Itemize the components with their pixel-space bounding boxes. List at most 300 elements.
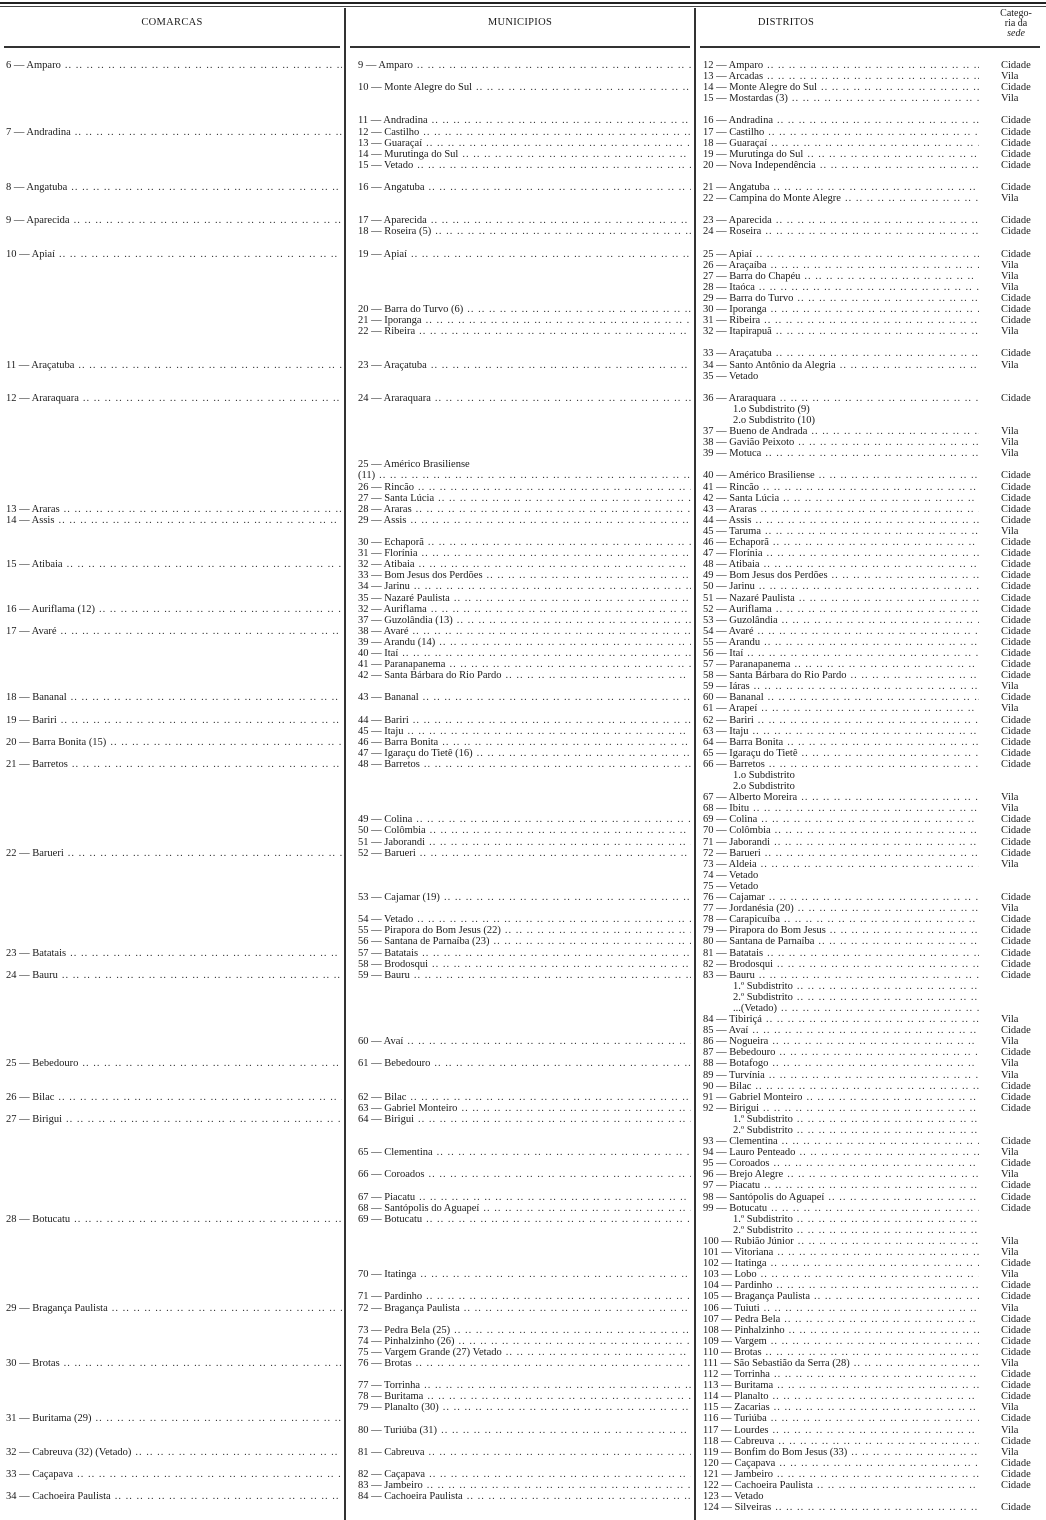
leader-dots <box>776 1280 979 1291</box>
categoria-label: Cidade <box>1001 1369 1031 1381</box>
distrito-cell <box>703 1502 979 1513</box>
table-row <box>0 415 1046 426</box>
leader-dots <box>772 1058 979 1069</box>
distrito-label: 65 — Igaraçu do Tietê <box>703 747 798 759</box>
distrito-cell <box>703 648 979 659</box>
distrito-cell <box>703 803 979 814</box>
distrito-label: 119 — Bonfim do Bom Jesus (33) <box>703 1446 848 1458</box>
distrito-label: 108 — Pinhalzinho <box>703 1324 785 1336</box>
municipio-cell <box>358 1325 691 1336</box>
categoria-label: Vila <box>1001 1058 1019 1070</box>
municipio-cell <box>358 504 691 515</box>
comarca-cell <box>6 715 342 726</box>
categoria-label: Cidade <box>1001 1280 1031 1292</box>
distrito-cell <box>703 1336 979 1347</box>
distrito-cell <box>703 470 979 481</box>
comarca-label: 28 — Botucatu <box>6 1213 71 1225</box>
table-row <box>0 1447 1046 1458</box>
categoria-cell <box>1001 1380 1045 1391</box>
distrito-label: 44 — Assis <box>703 514 752 526</box>
leader-dots <box>435 226 691 237</box>
municipio-label: 34 — Jarinu <box>358 581 410 593</box>
municipio-label: 14 — Murutinga do Sul <box>358 148 459 160</box>
distrito-label: 88 — Botafogo <box>703 1058 769 1070</box>
municipio-cell <box>358 814 691 825</box>
leader-dots <box>427 1480 691 1491</box>
leader-dots <box>417 60 691 71</box>
municipio-label: 43 — Bananal <box>358 692 419 704</box>
categoria-label: Cidade <box>1001 647 1031 659</box>
table-row <box>0 1369 1046 1380</box>
distrito-cell <box>703 1280 979 1291</box>
distrito-label: 24 — Roseira <box>703 226 762 238</box>
distrito-cell <box>703 493 979 504</box>
distrito-cell <box>703 82 979 93</box>
categoria-cell <box>1001 1280 1045 1291</box>
leader-dots <box>64 504 342 515</box>
comarca-label: 8 — Angatuba <box>6 182 68 194</box>
municipio-label: 70 — Itatinga <box>358 1269 417 1281</box>
comarca-cell <box>6 215 342 226</box>
categoria-cell <box>1001 892 1045 903</box>
distrito-cell <box>703 60 979 71</box>
municipio-cell <box>358 615 691 626</box>
leader-dots <box>83 393 342 404</box>
distrito-cell <box>703 593 979 604</box>
distrito-cell <box>703 1358 979 1369</box>
leader-dots <box>763 482 979 493</box>
categoria-cell <box>1001 559 1045 570</box>
leader-dots <box>754 681 979 692</box>
distrito-cell <box>703 914 979 925</box>
categoria-label: Cidade <box>1001 714 1031 726</box>
categoria-cell <box>1001 1203 1045 1214</box>
categoria-cell <box>1001 1047 1045 1058</box>
categoria-cell <box>1001 127 1045 138</box>
municipio-cell <box>358 715 691 726</box>
table-row <box>0 448 1046 459</box>
municipio-cell <box>358 959 691 970</box>
table-row <box>0 581 1046 592</box>
leader-dots <box>755 515 979 526</box>
distrito-cell <box>703 859 979 870</box>
municipio-label: 81 — Cabreuva <box>358 1446 425 1458</box>
municipio-cell <box>358 493 691 504</box>
distrito-label: 60 — Bananal <box>703 692 764 704</box>
categoria-cell <box>1001 82 1045 93</box>
distrito-cell <box>703 360 979 371</box>
distrito-label: 28 — Itaóca <box>703 281 755 293</box>
comarca-label: 16 — Auriflama (12) <box>6 603 95 615</box>
categoria-label: Cidade <box>1001 159 1031 171</box>
distrito-cell <box>703 1070 979 1081</box>
leader-dots <box>765 526 979 537</box>
leader-dots <box>764 559 979 570</box>
table-row <box>0 226 1046 237</box>
categoria-label: Cidade <box>1001 1435 1031 1447</box>
distrito-cell <box>703 925 979 936</box>
distrito-cell <box>703 1125 979 1136</box>
leader-dots <box>778 1436 979 1447</box>
leader-dots <box>58 1092 342 1103</box>
comarca-label: 18 — Bananal <box>6 692 67 704</box>
distrito-label: 67 — Alberto Moreira <box>703 792 798 804</box>
categoria-cell <box>1001 1314 1045 1325</box>
distrito-cell <box>703 1413 979 1424</box>
distrito-label: 1.º Subdistrito <box>733 1213 793 1225</box>
categoria-cell <box>1001 1425 1045 1436</box>
categoria-cell <box>1001 1369 1045 1380</box>
categoria-label: Cidade <box>1001 1346 1031 1358</box>
categoria-cell <box>1001 93 1045 104</box>
table-row <box>0 337 1046 348</box>
distrito-label: 55 — Arandu <box>703 636 761 648</box>
distrito-label: 17 — Castilho <box>703 126 765 138</box>
table-row <box>0 1025 1046 1036</box>
distrito-label: 112 — Torrinha <box>703 1369 770 1381</box>
leader-dots <box>775 1502 979 1513</box>
table-row <box>0 1291 1046 1302</box>
categoria-cell <box>1001 260 1045 271</box>
leader-dots <box>771 304 979 315</box>
municipio-cell <box>358 759 691 770</box>
distrito-label: 63 — Itaju <box>703 725 749 737</box>
categoria-cell <box>1001 692 1045 703</box>
table-row <box>0 93 1046 104</box>
categoria-cell <box>1001 748 1045 759</box>
distrito-label: 61 — Arapeí <box>703 703 758 715</box>
distrito-cell <box>703 748 979 759</box>
leader-dots <box>766 1347 979 1358</box>
municipio-cell <box>358 1192 691 1203</box>
leader-dots <box>71 692 342 703</box>
categoria-label: Cidade <box>1001 925 1031 937</box>
categoria-cell <box>1001 182 1045 193</box>
table-body <box>0 60 1046 1513</box>
distrito-label: 53 — Guzolândia <box>703 614 778 626</box>
distrito-cell <box>703 1347 979 1358</box>
categoria-label: Cidade <box>1001 692 1031 704</box>
comarca-cell <box>6 948 342 959</box>
table-row <box>0 1258 1046 1269</box>
municipio-cell <box>358 837 691 848</box>
table-row <box>0 82 1046 93</box>
leader-dots <box>419 559 691 570</box>
leader-dots <box>781 1003 979 1014</box>
leader-dots <box>784 1314 979 1325</box>
distrito-label: 81 — Batatais <box>703 947 764 959</box>
leader-dots <box>464 1303 691 1314</box>
comarca-cell <box>6 60 342 71</box>
municipio-label: 49 — Colina <box>358 814 413 826</box>
categoria-label: Vila <box>1001 903 1019 915</box>
leader-dots <box>820 160 979 171</box>
municipio-cell <box>358 626 691 637</box>
leader-dots <box>115 1491 342 1502</box>
header-rule <box>350 46 690 48</box>
distrito-label: 54 — Avaré <box>703 625 754 637</box>
categoria-label: Cidade <box>1001 1158 1031 1170</box>
leader-dots <box>462 149 691 160</box>
categoria-cell <box>1001 1236 1045 1247</box>
distrito-label: 57 — Paranapanema <box>703 659 791 671</box>
categoria-cell <box>1001 759 1045 770</box>
categoria-cell <box>1001 60 1045 71</box>
leader-dots <box>407 1036 691 1047</box>
municipio-label: 83 — Jambeiro <box>358 1480 423 1491</box>
categoria-label: Cidade <box>1001 592 1031 604</box>
comarca-cell <box>6 249 342 260</box>
leader-dots <box>431 215 691 226</box>
categoria-label: Vila <box>1001 1247 1019 1259</box>
categoria-cell <box>1001 504 1045 515</box>
leader-dots <box>771 1203 979 1214</box>
leader-dots <box>432 959 691 970</box>
categoria-cell <box>1001 1081 1045 1092</box>
municipio-cell <box>358 825 691 836</box>
table-row <box>0 1058 1046 1069</box>
municipio-label: 53 — Cajamar (19) <box>358 892 440 904</box>
distrito-label: 38 — Gavião Peixoto <box>703 437 795 449</box>
header-rule <box>4 46 340 48</box>
leader-dots <box>506 1347 691 1358</box>
comarca-label: 33 — Caçapava <box>6 1468 74 1480</box>
leader-dots <box>773 1391 979 1402</box>
distrito-label: 13 — Arcadas <box>703 71 764 83</box>
leader-dots <box>758 715 979 726</box>
table-row <box>0 670 1046 681</box>
leader-dots <box>797 1225 979 1236</box>
categoria-label: Vila <box>1001 93 1019 105</box>
leader-dots <box>794 659 979 670</box>
comarca-label: 6 — Amparo <box>6 60 61 71</box>
municipio-label: 76 — Brotas <box>358 1357 412 1369</box>
table-row <box>0 925 1046 936</box>
municipio-cell <box>358 138 691 149</box>
leader-dots <box>798 1236 979 1247</box>
distrito-label: 22 — Campina do Monte Alegre <box>703 193 841 205</box>
leader-dots <box>756 249 979 260</box>
table-row <box>0 504 1046 515</box>
municipio-cell <box>358 670 691 681</box>
categoria-cell <box>1001 215 1045 226</box>
categoria-label: Cidade <box>1001 148 1031 160</box>
comarca-label: 31 — Buritama (29) <box>6 1413 92 1425</box>
categoria-label: Vila <box>1001 326 1019 338</box>
municipio-label: 32 — Atibaia <box>358 559 415 571</box>
table-row <box>0 626 1046 637</box>
municipio-cell <box>358 659 691 670</box>
leader-dots <box>426 1214 691 1225</box>
distrito-label: 2.o Subdistrito (10) <box>733 415 815 426</box>
distrito-label: 23 — Aparecida <box>703 215 772 227</box>
distrito-label: 68 — Ibitu <box>703 803 750 815</box>
municipio-label: 62 — Bilac <box>358 1091 407 1103</box>
leader-dots <box>765 448 979 459</box>
leader-dots <box>61 715 342 726</box>
table-row <box>0 593 1046 604</box>
comarca-cell <box>6 848 342 859</box>
distrito-cell <box>703 881 979 892</box>
leader-dots <box>95 1413 342 1424</box>
distrito-label: 12 — Amparo <box>703 60 764 71</box>
leader-dots <box>797 1114 979 1125</box>
municipio-label: 23 — Araçatuba <box>358 359 427 371</box>
distrito-cell <box>703 837 979 848</box>
municipio-cell <box>358 948 691 959</box>
categoria-cell <box>1001 249 1045 260</box>
leader-dots <box>476 82 691 93</box>
municipio-label: 73 — Pedra Bela (25) <box>358 1324 451 1336</box>
table-row <box>0 837 1046 848</box>
distrito-label: 94 — Lauro Penteado <box>703 1147 796 1159</box>
leader-dots <box>483 1203 691 1214</box>
categoria-label: Cidade <box>1001 503 1031 515</box>
distrito-label: 85 — Avaí <box>703 1025 749 1037</box>
categoria-cell <box>1001 637 1045 648</box>
leader-dots <box>435 393 691 404</box>
categoria-label: Vila <box>1001 803 1019 815</box>
categoria-label: Cidade <box>1001 304 1031 316</box>
distrito-label: 110 — Brotas <box>703 1346 762 1358</box>
leader-dots <box>771 1258 979 1269</box>
table-row <box>0 848 1046 859</box>
municipio-cell <box>358 1358 691 1369</box>
categoria-cell <box>1001 837 1045 848</box>
categoria-cell <box>1001 115 1045 126</box>
distrito-cell <box>703 1402 979 1413</box>
municipio-cell <box>358 1347 691 1358</box>
municipio-label: 12 — Castilho <box>358 126 420 138</box>
distrito-cell <box>703 1158 979 1169</box>
categoria-cell <box>1001 548 1045 559</box>
table-row <box>0 615 1046 626</box>
top-rule <box>0 2 1046 4</box>
comarca-cell <box>6 1114 342 1125</box>
distrito-label: 109 — Vargem <box>703 1335 767 1347</box>
leader-dots <box>428 1447 691 1458</box>
distrito-cell <box>703 1291 979 1302</box>
leader-dots <box>771 1336 979 1347</box>
categoria-label: Vila <box>1001 1235 1019 1247</box>
table-row <box>0 981 1046 992</box>
distrito-cell <box>703 1147 979 1158</box>
categoria-cell <box>1001 1136 1045 1147</box>
categoria-cell <box>1001 1192 1045 1203</box>
leader-dots <box>419 326 691 337</box>
categoria-label: Cidade <box>1001 537 1031 549</box>
leader-dots <box>807 149 979 160</box>
distrito-label: 79 — Pirapora do Bom Jesus <box>703 925 826 937</box>
leader-dots <box>798 903 979 914</box>
distrito-cell <box>703 404 979 415</box>
table-row <box>0 759 1046 770</box>
leader-dots <box>410 1092 691 1103</box>
municipio-label: 10 — Monte Alegre do Sul <box>358 82 473 94</box>
comarca-cell <box>6 737 342 748</box>
distrito-cell <box>703 1014 979 1025</box>
distrito-cell <box>703 115 979 126</box>
distrito-label: 115 — Zacarias <box>703 1402 770 1414</box>
categoria-label: Vila <box>1001 681 1019 693</box>
table-row <box>0 1114 1046 1125</box>
leader-dots <box>782 1136 979 1147</box>
distrito-cell <box>703 548 979 559</box>
comarca-label: 11 — Araçatuba <box>6 359 75 371</box>
leader-dots <box>759 282 979 293</box>
municipio-label: 61 — Bebedouro <box>358 1058 431 1070</box>
municipio-label: 56 — Santana de Parnaíba (23) <box>358 936 490 948</box>
distrito-label: 77 — Jordanésia (20) <box>703 903 794 915</box>
table-row <box>0 792 1046 803</box>
leader-dots <box>65 60 342 71</box>
categoria-cell <box>1001 959 1045 970</box>
municipio-label: 47 — Igaraçu do Tietê (16) <box>358 747 473 759</box>
leader-dots <box>779 1458 979 1469</box>
distrito-label: 1.º Subdistrito <box>733 980 793 992</box>
header-rule <box>700 46 1040 48</box>
distrito-label: 114 — Planalto <box>703 1391 769 1403</box>
distrito-cell <box>703 1391 979 1402</box>
leader-dots <box>428 537 691 548</box>
distrito-label: 97 — Piacatu <box>703 1180 761 1192</box>
categoria-label: Cidade <box>1001 736 1031 748</box>
municipio-cell <box>358 226 691 237</box>
table-row <box>0 548 1046 559</box>
categoria-label: Cidade <box>1001 82 1031 94</box>
leader-dots <box>449 659 691 670</box>
categoria-cell <box>1001 1336 1045 1347</box>
table-row <box>0 1070 1046 1081</box>
municipio-label: 37 — Guzolândia (13) <box>358 614 453 626</box>
municipio-label: 67 — Piacatu <box>358 1191 416 1203</box>
leader-dots <box>58 515 342 526</box>
municipio-label: 20 — Barra do Turvo (6) <box>358 304 464 316</box>
leader-dots <box>99 604 342 615</box>
categoria-cell <box>1001 1347 1045 1358</box>
table-row <box>0 393 1046 404</box>
distrito-cell <box>703 781 979 792</box>
categoria-cell <box>1001 1391 1045 1402</box>
distrito-cell <box>703 1425 979 1436</box>
leader-dots <box>773 537 979 548</box>
municipio-cell <box>358 936 691 947</box>
municipio-label: 30 — Echaporã <box>358 537 424 549</box>
municipio-label: 54 — Vetado <box>358 914 414 926</box>
categoria-cell <box>1001 659 1045 670</box>
distrito-cell <box>703 948 979 959</box>
distrito-label: 37 — Bueno de Andrada <box>703 426 808 438</box>
distrito-cell <box>703 71 979 82</box>
leader-dots <box>505 670 691 681</box>
municipio-cell <box>358 848 691 859</box>
distrito-cell <box>703 1369 979 1380</box>
categoria-cell <box>1001 715 1045 726</box>
table-row <box>0 892 1046 903</box>
leader-dots <box>814 1291 979 1302</box>
distrito-label: 59 — Iáras <box>703 681 750 693</box>
table-row <box>0 1236 1046 1247</box>
categoria-cell <box>1001 925 1045 936</box>
table-row <box>0 1314 1046 1325</box>
table-row <box>0 1036 1046 1047</box>
municipio-cell <box>358 1214 691 1225</box>
municipio-label: 79 — Planalto (30) <box>358 1402 439 1414</box>
distrito-label: 80 — Santana de Parnaíba <box>703 936 815 948</box>
distrito-label: 20 — Nova Independência <box>703 159 816 171</box>
leader-dots <box>78 360 342 371</box>
leader-dots <box>755 1081 979 1092</box>
